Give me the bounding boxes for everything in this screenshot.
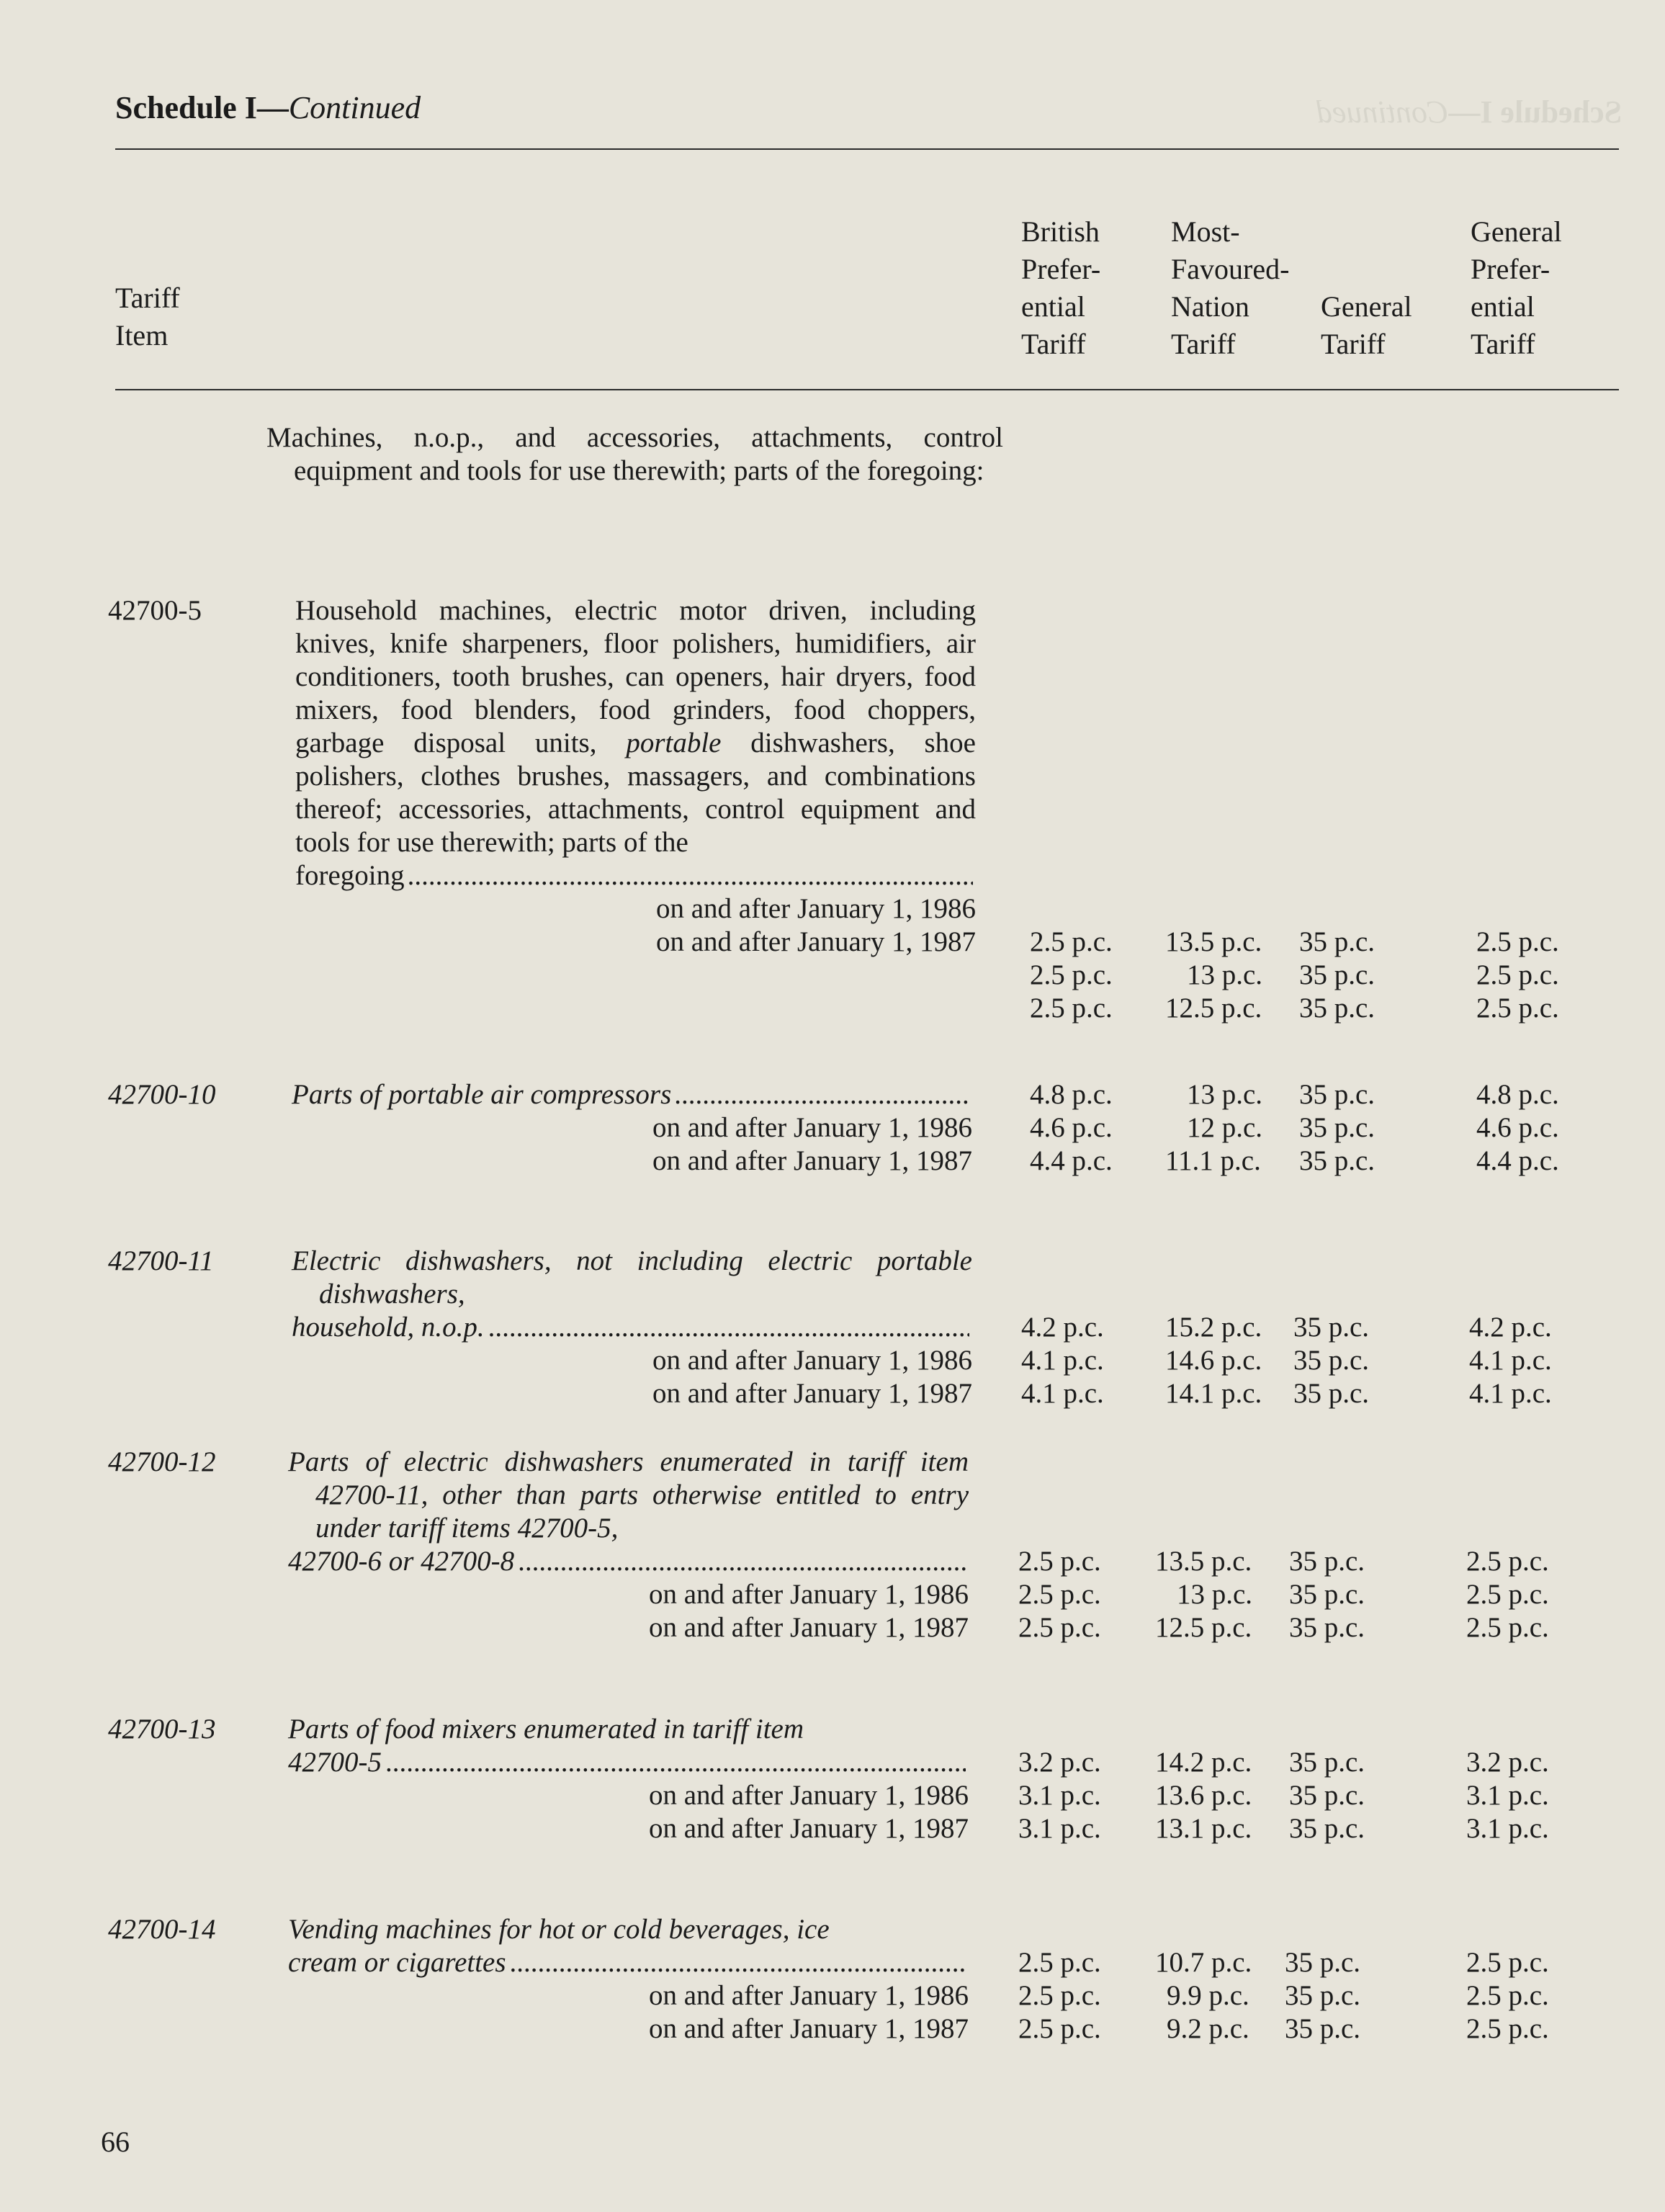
rate-mfn: 14.2 p.c.	[1155, 1747, 1252, 1778]
rate-gpt: 3.1 p.c.	[1466, 1780, 1549, 1811]
rate-gt: 35 p.c.	[1289, 1747, 1365, 1778]
rate-gt: 35 p.c.	[1299, 1112, 1375, 1143]
item-description: Parts of electric dishwashers enumerated in tariff item 42700-11, other than parts otherwise entitled to entry under tariff items 42700-5, 42700-6 or 42700-8 ..... on and after January 1, 1986 on and after January 1, 1987	[288, 1446, 969, 1644]
rate-gpt: 2.5 p.c.	[1466, 2013, 1549, 2044]
rate-bpt: 2.5 p.c.	[1018, 2013, 1101, 2044]
page-number: 66	[101, 2126, 130, 2158]
rate-gt: 35 p.c.	[1299, 926, 1375, 957]
rate-mfn: 12.5 p.c.	[1165, 993, 1262, 1024]
rate-gt: 35 p.c.	[1299, 993, 1375, 1024]
rate-bpt: 2.5 p.c.	[1018, 1546, 1101, 1577]
page-title: Schedule I—Continued	[115, 90, 421, 125]
rate-gpt: 4.6 p.c.	[1476, 1112, 1559, 1143]
item-description: Parts of food mixers enumerated in tariff item 42700-5 ..... on and after January 1, 1986 on and after January 1, 1987	[288, 1713, 969, 1845]
rate-mfn: 13 p.c.	[1177, 1579, 1253, 1610]
rate-gt: 35 p.c.	[1289, 1546, 1365, 1577]
rate-mfn: 13.6 p.c.	[1155, 1780, 1252, 1811]
rate-gpt: 4.4 p.c.	[1476, 1145, 1559, 1176]
rate-mfn: 13.5 p.c.	[1155, 1546, 1252, 1577]
rate-mfn: 10.7 p.c.	[1155, 1947, 1252, 1978]
rate-gpt: 2.5 p.c.	[1476, 993, 1559, 1024]
rate-mfn: 13 p.c.	[1187, 959, 1263, 990]
rate-bpt: 3.2 p.c.	[1018, 1747, 1101, 1778]
rate-bpt: 4.6 p.c.	[1030, 1112, 1113, 1143]
tariff-item-number: 42700-13	[108, 1714, 216, 1745]
rate-mfn: 9.9 p.c.	[1167, 1980, 1249, 2011]
rate-gpt: 2.5 p.c.	[1466, 1579, 1549, 1610]
column-header-bpt: British Prefer- ential Tariff	[1021, 215, 1101, 360]
item-description: Parts of portable air compressors ..... on and after January 1, 1986 on and after January 1, 1987	[292, 1078, 972, 1178]
rate-gpt: 2.5 p.c.	[1466, 1947, 1549, 1978]
rate-bpt: 4.1 p.c.	[1021, 1345, 1104, 1376]
rate-gt: 35 p.c.	[1293, 1345, 1370, 1376]
item-description: Vending machines for hot or cold beverages, ice cream or cigarettes ..... on and after January 1, 1986 on and after January 1, 1987	[288, 1913, 969, 2046]
column-header-gpt: General Prefer- ential Tariff	[1471, 215, 1562, 360]
rate-gpt: 4.8 p.c.	[1476, 1079, 1559, 1110]
rate-mfn: 12.5 p.c.	[1155, 1612, 1252, 1643]
rate-bpt: 2.5 p.c.	[1030, 959, 1113, 990]
item-description: Household machines, electric motor driven, including knives, knife sharpeners, floor polishers, humidifiers, air conditioners, tooth brushes, can openers, hair dryers, food mixers, food blenders, food grinders, food choppers, garbage disposal units, portable dishwashers, shoe polishers, clothes brushes, massagers, and combinations thereof; accessories, attachments, control equipment and tools for use therewith; parts of the foregoing ..... on and after January 1, 1986 on and after January 1, 1987	[295, 594, 976, 959]
item-description: Electric dishwashers, not including electric portable dishwashers, household, n.o.p. ..... on and after January 1, 1986 on and after January 1, 1987	[292, 1245, 972, 1410]
rate-bpt: 3.1 p.c.	[1018, 1813, 1101, 1844]
rate-bpt: 2.5 p.c.	[1030, 926, 1113, 957]
rate-mfn: 14.6 p.c.	[1165, 1345, 1262, 1376]
rate-gt: 35 p.c.	[1285, 1947, 1361, 1978]
rate-gpt: 2.5 p.c.	[1466, 1980, 1549, 2011]
rate-gpt: 3.2 p.c.	[1466, 1747, 1549, 1778]
rate-gt: 35 p.c.	[1289, 1813, 1365, 1844]
rate-gt: 35 p.c.	[1293, 1378, 1370, 1409]
rate-gpt: 2.5 p.c.	[1476, 926, 1559, 957]
top-rule	[115, 148, 1619, 150]
column-header-gt: General Tariff	[1321, 290, 1412, 360]
rate-mfn: 14.1 p.c.	[1165, 1378, 1262, 1409]
rate-gpt: 3.1 p.c.	[1466, 1813, 1549, 1844]
rate-mfn: 13.5 p.c.	[1165, 926, 1262, 957]
rate-gt: 35 p.c.	[1299, 1079, 1375, 1110]
column-header-mfn: Most- Favoured- Nation Tariff	[1171, 215, 1290, 360]
rate-bpt: 3.1 p.c.	[1018, 1780, 1101, 1811]
rate-bpt: 2.5 p.c.	[1018, 1612, 1101, 1643]
rate-bpt: 2.5 p.c.	[1030, 993, 1113, 1024]
rate-bpt: 2.5 p.c.	[1018, 1947, 1101, 1978]
rate-gpt: 2.5 p.c.	[1466, 1612, 1549, 1643]
rate-gpt: 4.1 p.c.	[1469, 1378, 1552, 1409]
rate-mfn: 13 p.c.	[1187, 1079, 1263, 1110]
rate-gt: 35 p.c.	[1285, 1980, 1361, 2011]
rate-mfn: 11.1 p.c.	[1165, 1145, 1261, 1176]
tariff-item-number: 42700-5	[108, 595, 202, 626]
rate-mfn: 13.1 p.c.	[1155, 1813, 1252, 1844]
section-intro: Machines, n.o.p., and accessories, attachments, control equipment and tools for use therewith; parts of the foregoing:	[266, 422, 1003, 486]
rate-bpt: 4.4 p.c.	[1030, 1145, 1113, 1176]
bleed-through-text: Schedule I—Continued	[1316, 94, 1622, 130]
rate-gt: 35 p.c.	[1289, 1780, 1365, 1811]
rate-gt: 35 p.c.	[1289, 1579, 1365, 1610]
column-header-tariff-item: Tariff Item	[115, 282, 180, 351]
rate-gpt: 4.1 p.c.	[1469, 1345, 1552, 1376]
rate-gt: 35 p.c.	[1299, 959, 1375, 990]
tariff-item-number: 42700-10	[108, 1079, 216, 1110]
rate-gt: 35 p.c.	[1299, 1145, 1375, 1176]
rate-bpt: 4.8 p.c.	[1030, 1079, 1113, 1110]
header-rule	[115, 389, 1619, 390]
rate-gt: 35 p.c.	[1293, 1312, 1370, 1343]
rate-gpt: 2.5 p.c.	[1476, 959, 1559, 990]
rate-mfn: 9.2 p.c.	[1167, 2013, 1249, 2044]
rate-mfn: 15.2 p.c.	[1165, 1312, 1262, 1343]
rate-gpt: 4.2 p.c.	[1469, 1312, 1552, 1343]
rate-bpt: 2.5 p.c.	[1018, 1579, 1101, 1610]
rate-bpt: 4.2 p.c.	[1021, 1312, 1104, 1343]
rate-bpt: 2.5 p.c.	[1018, 1980, 1101, 2011]
rate-gt: 35 p.c.	[1289, 1612, 1365, 1643]
rate-mfn: 12 p.c.	[1187, 1112, 1263, 1143]
tariff-item-number: 42700-12	[108, 1446, 216, 1477]
tariff-item-number: 42700-14	[108, 1914, 216, 1945]
rate-gt: 35 p.c.	[1285, 2013, 1361, 2044]
tariff-item-number: 42700-11	[108, 1245, 214, 1276]
rate-gpt: 2.5 p.c.	[1466, 1546, 1549, 1577]
rate-bpt: 4.1 p.c.	[1021, 1378, 1104, 1409]
